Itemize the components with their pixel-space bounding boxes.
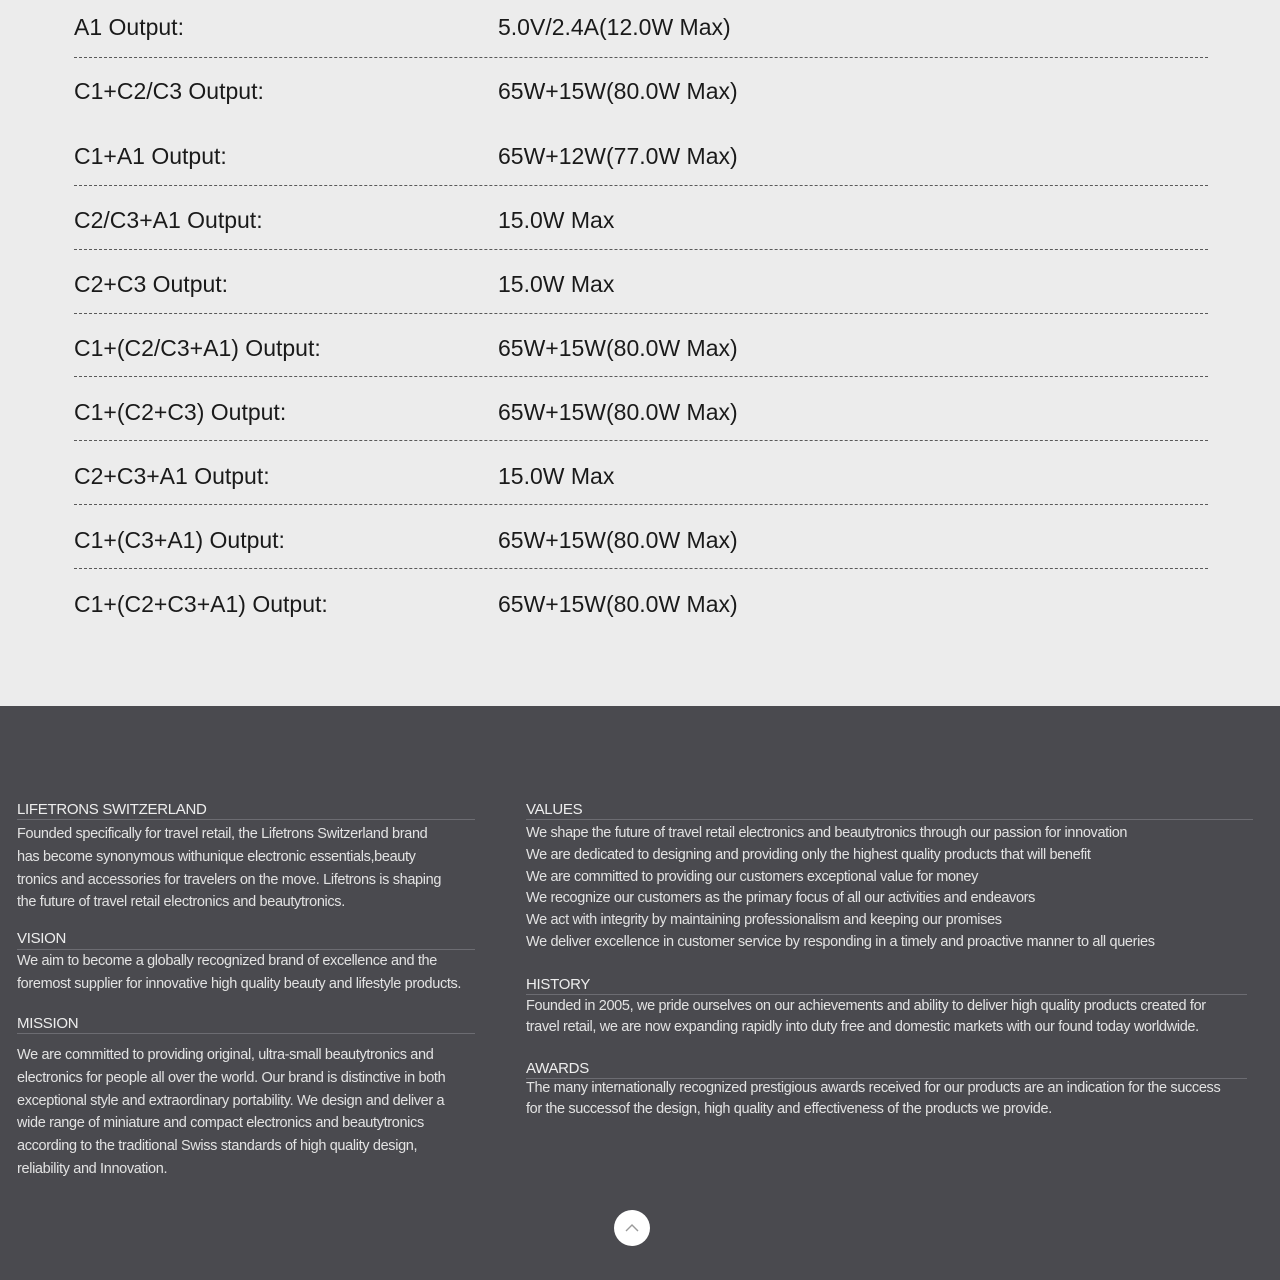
mission-line: electronics for people all over the world. Our brand is distinctive in both	[17, 1069, 446, 1086]
spec-label: A1 Output:	[74, 14, 184, 40]
spec-row	[74, 141, 1208, 181]
values-line: We deliver excellence in customer service by responding in a timely and proactive manner to all queries	[526, 933, 1155, 950]
spec-row	[74, 525, 1208, 565]
values-heading: VALUES	[526, 801, 583, 818]
spec-row	[74, 589, 1208, 629]
history-heading: HISTORY	[526, 976, 591, 993]
spec-divider	[74, 440, 1208, 441]
spec-value: 5.0V/2.4A(12.0W Max)	[498, 14, 731, 40]
spec-label: C2/C3+A1 Output:	[74, 207, 263, 233]
about-line: Founded specifically for travel retail, the Lifetrons Switzerland brand	[17, 826, 428, 842]
spec-row	[74, 76, 1208, 116]
spec-row	[74, 461, 1208, 501]
mission-line: according to the traditional Swiss standards of high quality design,	[17, 1138, 418, 1155]
spec-value: 65W+15W(80.0W Max)	[498, 527, 738, 553]
spec-row	[74, 333, 1208, 373]
spec-label: C1+(C2+C3) Output:	[74, 399, 287, 425]
spec-divider	[74, 57, 1208, 58]
spec-value: 15.0W Max	[498, 463, 615, 489]
spec-label: C2+C3 Output:	[74, 271, 229, 297]
spec-label: C1+(C3+A1) Output:	[74, 527, 285, 553]
spec-label: C1+C2/C3 Output:	[74, 78, 264, 104]
history-line: Founded in 2005, we pride ourselves on our achievements and ability to deliver high quality products created for	[526, 998, 1206, 1014]
mission-line: wide range of miniature and compact electronics and beautytronics	[17, 1115, 424, 1132]
spec-row	[74, 12, 1208, 52]
mission-line: reliability and Innovation.	[17, 1160, 168, 1177]
awards-heading: AWARDS	[526, 1060, 589, 1077]
values-line: We shape the future of travel retail electronics and beautytronics through our passion for innovation	[526, 825, 1128, 841]
history-rule	[526, 994, 1247, 995]
spec-divider	[74, 504, 1208, 505]
spec-divider	[74, 568, 1208, 569]
awards-text	[526, 1078, 1220, 1119]
about-line: the future of travel retail electronics and beautytronics.	[17, 894, 345, 911]
spec-label: C2+C3+A1 Output:	[74, 463, 270, 489]
spec-value: 15.0W Max	[498, 207, 615, 233]
spec-row	[74, 205, 1208, 245]
spec-value: 15.0W Max	[498, 271, 615, 297]
spec-value: 65W+15W(80.0W Max)	[498, 78, 738, 104]
mission-text	[17, 1044, 445, 1181]
spec-divider	[74, 313, 1208, 314]
mission-line: exceptional style and extraordinary portability. We design and deliver a	[17, 1092, 445, 1109]
spec-row	[74, 269, 1208, 309]
values-text	[526, 823, 1155, 954]
about-rule	[17, 819, 475, 820]
site-footer	[0, 706, 1280, 1280]
spec-divider	[74, 185, 1208, 186]
back-to-top-button[interactable]	[614, 1210, 650, 1246]
vision-text	[17, 950, 461, 996]
spec-divider	[74, 376, 1208, 377]
values-line: We are committed to providing our customers exceptional value for money	[526, 868, 978, 885]
mission-rule	[17, 1033, 475, 1034]
spec-row	[74, 397, 1208, 437]
spec-label: C1+(C2/C3+A1) Output:	[74, 335, 321, 361]
about-text	[17, 823, 441, 914]
spec-divider	[74, 249, 1208, 250]
values-line: We are dedicated to designing and providing only the highest quality products that will benefit	[526, 846, 1091, 863]
awards-line: The many internationally recognized prestigious awards received for our products are an indication for the success	[526, 1080, 1221, 1096]
vision-line: foremost supplier for innovative high quality beauty and lifestyle products.	[17, 975, 462, 992]
chevron-up-icon	[614, 1210, 650, 1246]
spec-value: 65W+15W(80.0W Max)	[498, 399, 738, 425]
history-line: travel retail, we are now expanding rapidly into duty free and domestic markets with our found today worldwide.	[526, 1018, 1199, 1035]
spec-value: 65W+12W(77.0W Max)	[498, 143, 738, 169]
about-line: has become synonymous withunique electronic essentials,beauty	[17, 848, 416, 865]
about-line: tronics and accessories for travelers on the move. Lifetrons is shaping	[17, 871, 442, 888]
values-line: We act with integrity by maintaining professionalism and keeping our promises	[526, 912, 1002, 929]
vision-line: We aim to become a globally recognized brand of excellence and the	[17, 953, 437, 969]
awards-line: for the successof the design, high quality and effectiveness of the products we provide.	[526, 1100, 1052, 1117]
mission-line: We are committed to providing original, ultra-small beautytronics and	[17, 1047, 434, 1063]
history-text	[526, 996, 1206, 1037]
vision-heading: VISION	[17, 930, 67, 947]
about-heading: LIFETRONS SWITZERLAND	[17, 801, 207, 818]
spec-value: 65W+15W(80.0W Max)	[498, 335, 738, 361]
spec-label: C1+A1 Output:	[74, 143, 227, 169]
spec-label: C1+(C2+C3+A1) Output:	[74, 591, 328, 617]
values-rule	[526, 819, 1253, 820]
values-line: We recognize our customers as the primary focus of all our activities and endeavors	[526, 890, 1036, 907]
mission-heading: MISSION	[17, 1015, 79, 1032]
spec-value: 65W+15W(80.0W Max)	[498, 591, 738, 617]
